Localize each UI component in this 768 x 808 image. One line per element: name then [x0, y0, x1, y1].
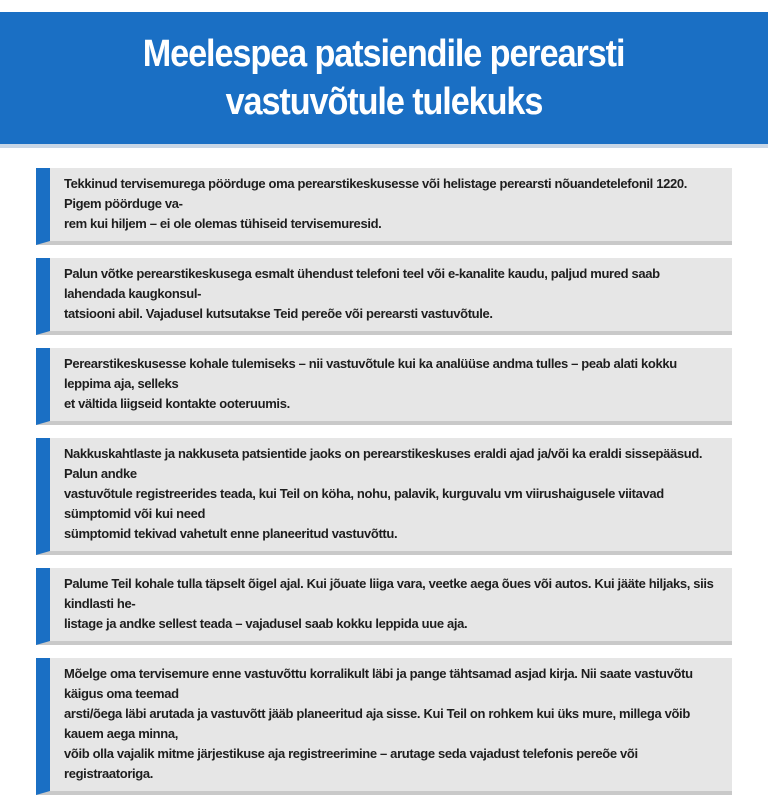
page-title-line-1: Meelespea patsiendile perearsti [143, 33, 625, 75]
reminder-card [36, 568, 732, 645]
reminder-text [64, 354, 722, 414]
reminder-line: Nakkuskahtlaste ja nakkuseta patsientide jaoks on perearstikeskuses eraldi ajad ja/või ka eraldi sissepääsud. Palun andke [64, 446, 703, 481]
reminder-line: Perearstikeskusesse kohale tulemiseks – nii vastuvõtule kui ka analüüse andma tulles – peab alati kokku leppima aja, selleks [64, 356, 677, 391]
reminder-card [36, 348, 732, 425]
reminder-line: Palun võtke perearstikeskusega esmalt ühendust telefoni teel või e-kanalite kaudu, paljud mured saab lahendada kaugkonsul- [64, 266, 660, 301]
reminder-line: Tekkinud tervisemurega pöörduge oma perearstikeskusesse või helistage perearsti nõuandetelefonil 1220. Pigem pöörduge va- [64, 176, 687, 211]
reminder-line: Mõelge oma tervisemure enne vastuvõttu korralikult läbi ja pange tähtsamad asjad kirja. Nii saate vastuvõtu käigus oma teemad [64, 666, 693, 701]
reminder-line: tatsiooni abil. Vajadusel kutsutakse Teid pereõe või perearsti vastuvõtule. [64, 306, 493, 321]
reminder-line: listage ja andke sellest teada – vajadusel saab kokku leppida uue aja. [64, 616, 468, 631]
reminder-line: et vältida liigseid kontakte ooteruumis. [64, 396, 290, 411]
reminder-list [36, 168, 732, 808]
header-banner [0, 12, 768, 144]
reminder-line: Palume Teil kohale tulla täpselt õigel ajal. Kui jõuate liiga vara, veetke aega õues või autos. Kui jääte hiljaks, siis kindlasti he- [64, 576, 714, 611]
reminder-line: arsti/õega läbi arutada ja vastuvõtt jääb planeeritud aja sisse. Kui Teil on rohkem kui üks mure, millega võib kauem aega minna, [64, 706, 690, 741]
reminder-text [64, 664, 722, 784]
reminder-card [36, 438, 732, 555]
reminder-line: sümptomid tekivad vahetult enne planeeritud vastuvõttu. [64, 526, 398, 541]
reminder-line: rem kui hiljem – ei ole olemas tühiseid tervisemuresid. [64, 216, 382, 231]
reminder-text [64, 174, 722, 234]
page-title-line-2: vastuvõtule tulekuks [225, 81, 543, 123]
reminder-text [64, 574, 722, 634]
reminder-card [36, 258, 732, 335]
reminder-line: võib olla vajalik mitme järjestikuse aja registreerimine – arutage seda vajadust telefonis pereõe või registraatoriga. [64, 746, 638, 781]
reminder-text [64, 444, 722, 544]
reminder-card [36, 168, 732, 245]
reminder-text [64, 264, 722, 324]
reminder-line: vastuvõtule registreerides teada, kui Teil on köha, nohu, palavik, kurguvalu vm viirushaigusele viitavad sümptomid või kui need [64, 486, 664, 521]
reminder-card [36, 658, 732, 795]
